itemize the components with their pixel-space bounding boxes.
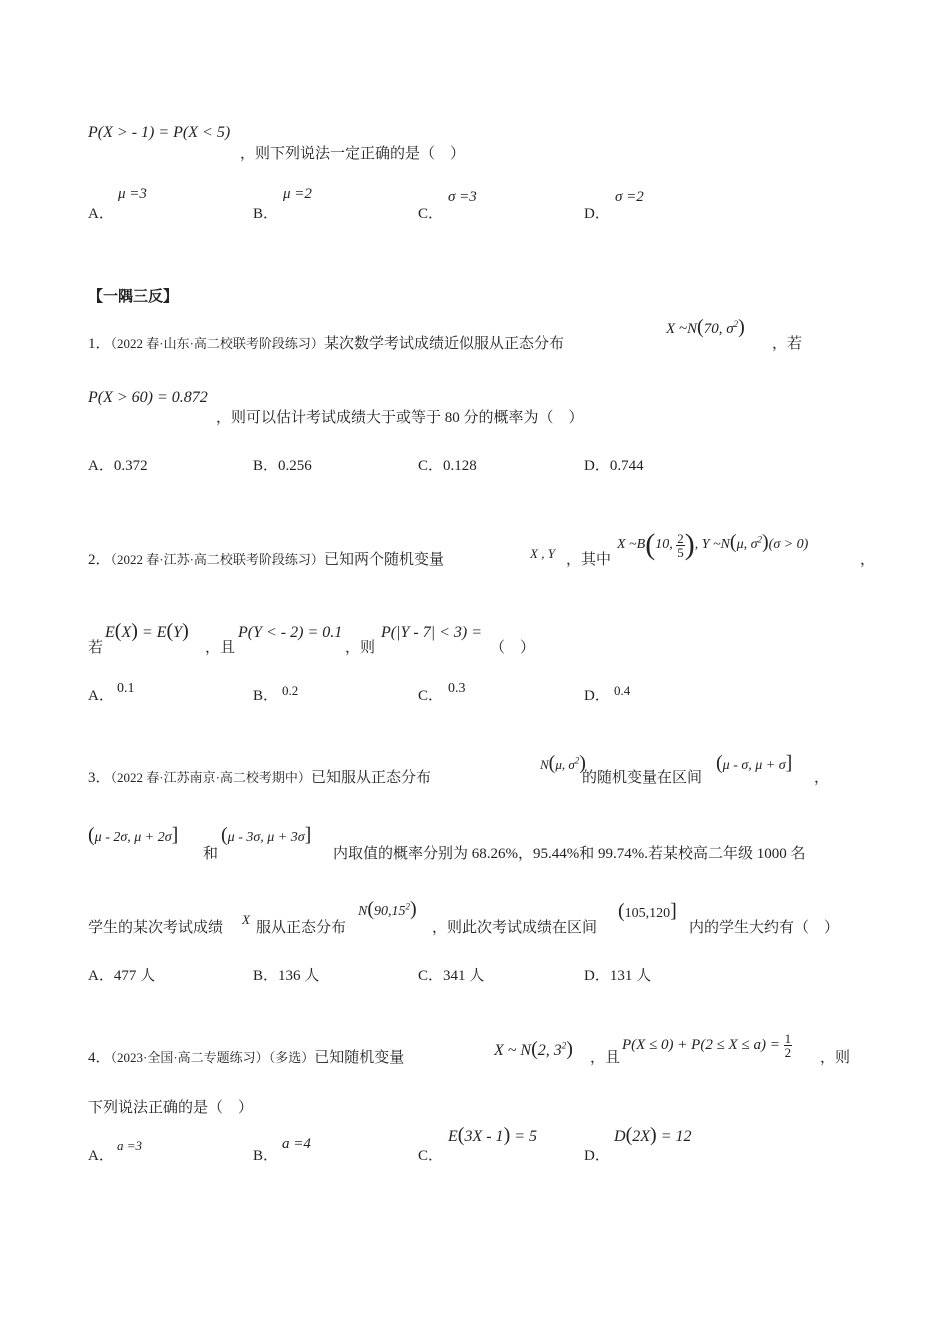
q3-interval-3: (μ - 3σ, μ + 3σ] (221, 824, 312, 846)
q4-stem-c: ，则 (820, 1050, 851, 1066)
q3-option-c[interactable]: C．341 人 (418, 968, 485, 984)
q2-paren: （ ） (490, 640, 536, 656)
q4-option-d-math: D(2X) = 12 (614, 1124, 692, 1146)
q3-distribution-2: N(90,15$^2$) (358, 898, 417, 920)
q0-option-c-math: σ =3 (448, 189, 477, 205)
q2-option-c-value: 0.3 (448, 681, 466, 696)
q2-vars: X , Y (530, 546, 555, 561)
q4-condition: P(X ≤ 0) + P(2 ≤ X ≤ a) = $\frac{1}{2}$ (622, 1031, 792, 1060)
q2-stem-a: 已知两个随机变量 (323, 552, 444, 568)
q1-number: 1． (88, 336, 111, 352)
q0-option-a-math: μ =3 (118, 186, 147, 202)
q3-distribution: N(μ, $\sigma^2$) (540, 752, 586, 774)
q1-source: （2022 春·山东·高二校联考阶段练习） (110, 336, 324, 351)
q3-stem-a: 已知服从正态分布 (310, 770, 431, 786)
q3-option-b[interactable]: B．136 人 (253, 968, 320, 984)
q4-source: （2023·全国·高二专题练习） (110, 1050, 269, 1065)
q2-option-a[interactable]: A． (88, 688, 114, 704)
q3-interval-4: (105,120] (618, 900, 677, 922)
q4-stem-d: 下列说法正确的是（ ） (88, 1100, 254, 1116)
q2-condition-2: P(Y < - 2) = 0.1 (238, 624, 343, 641)
q3-stem-f: ，则此次考试成绩在区间 (432, 920, 598, 936)
q1-distribution: X ~N(70, $\sigma^2$) (666, 316, 745, 338)
q2-option-d-value: 0.4 (614, 683, 631, 698)
q2-condition-1: E(X) = E(Y) (105, 620, 189, 642)
q0-option-d[interactable]: D． (584, 206, 610, 222)
q4-tag: （多选） (268, 1050, 315, 1065)
q1-option-b[interactable]: B．0.256 (253, 458, 312, 474)
q3-source: （2022 春·江苏南京·高二校考期中） (110, 770, 311, 785)
q1-option-c[interactable]: C．0.128 (418, 458, 477, 474)
q2-option-b[interactable]: B． (253, 688, 279, 704)
q3-stem-b: 的随机变量在区间 (582, 770, 703, 786)
q3-stem-d: 学生的某次考试成绩 (88, 920, 224, 936)
q2-ruo: 若 (88, 640, 104, 656)
section-title: 【一隅三反】 (88, 287, 179, 305)
q3-stem-e: 服从正态分布 (256, 920, 347, 936)
q4-option-b[interactable]: B． (253, 1148, 279, 1164)
q4-stem-a: 已知随机变量 (314, 1050, 405, 1066)
q2-option-d[interactable]: D． (584, 688, 610, 704)
q4-line1 (88, 1046, 404, 1067)
q1-line1 (88, 332, 564, 353)
q1-option-a[interactable]: A．0.372 (88, 458, 148, 474)
q3-he: 和 (203, 846, 219, 862)
q0-option-a[interactable]: A． (88, 206, 114, 222)
q4-option-c[interactable]: C． (418, 1148, 444, 1164)
q2-source: （2022 春·江苏·高二校联考阶段练习） (110, 552, 324, 567)
q0-option-c[interactable]: C． (418, 206, 444, 222)
q2-line1 (88, 548, 444, 569)
q2-qie: ，且 (205, 640, 236, 656)
q3-number: 3． (88, 770, 111, 786)
q3-comma: ， (814, 770, 830, 786)
q2-stem-b: ，其中 (566, 552, 612, 568)
q3-option-a[interactable]: A．477 人 (88, 968, 156, 984)
q2-ze: ，则 (345, 640, 376, 656)
q3-interval-1: (μ - σ, μ + σ] (716, 752, 793, 774)
q1-stem-c: ，则可以估计考试成绩大于或等于 80 分的概率为（ ） (216, 410, 584, 426)
q2-distribution: X ~B(10, $\frac{2}{5}$ ), Y ~N(μ, $\sigma^2)(\sigma > 0)$ (617, 528, 809, 561)
q2-ask: P(|Y - 7| < 3) = (381, 624, 483, 641)
q4-stem-b: ，且 (590, 1050, 621, 1066)
q3-interval-2: (μ - 2σ, μ + 2σ] (88, 824, 179, 846)
q0-option-b[interactable]: B． (253, 206, 279, 222)
q4-option-c-math: E(3X - 1) = 5 (448, 1124, 538, 1146)
q4-option-a[interactable]: A． (88, 1148, 114, 1164)
q4-distribution: X ~ N(2, $3^2$) (494, 1038, 573, 1060)
q0-option-b-math: μ =2 (283, 186, 312, 202)
q0-option-d-math: σ =2 (615, 189, 644, 205)
q3-line1 (88, 766, 431, 787)
q3-stem-g: 内的学生大约有（ ） (689, 920, 840, 936)
q3-option-d[interactable]: D．131 人 (584, 968, 652, 984)
q2-number: 2． (88, 552, 111, 568)
q3-stem-c: 内取值的概率分别为 68.26%，95.44%和 99.74%.若某校高二年级 1000 名 (333, 846, 806, 862)
q3-var: X (242, 912, 250, 927)
q0-stem: ，则下列说法一定正确的是（ ） (240, 146, 466, 162)
q1-condition: P(X > 60) = 0.872 (88, 389, 208, 406)
q2-option-a-value: 0.1 (117, 681, 135, 696)
q4-number: 4． (88, 1050, 111, 1066)
q4-option-b-math: a =4 (282, 1136, 311, 1152)
q1-stem-a: 某次数学考试成绩近似服从正态分布 (323, 336, 564, 352)
q4-option-d[interactable]: D． (584, 1148, 610, 1164)
q1-option-d[interactable]: D．0.744 (584, 458, 644, 474)
q2-stem-c: ， (860, 552, 876, 568)
q2-option-b-value: 0.2 (282, 683, 299, 698)
q1-stem-b: ，若 (772, 336, 803, 352)
q0-condition: P(X > - 1) = P(X < 5) (88, 124, 231, 141)
q4-option-a-math: a =3 (117, 1138, 143, 1153)
q2-option-c[interactable]: C． (418, 688, 444, 704)
